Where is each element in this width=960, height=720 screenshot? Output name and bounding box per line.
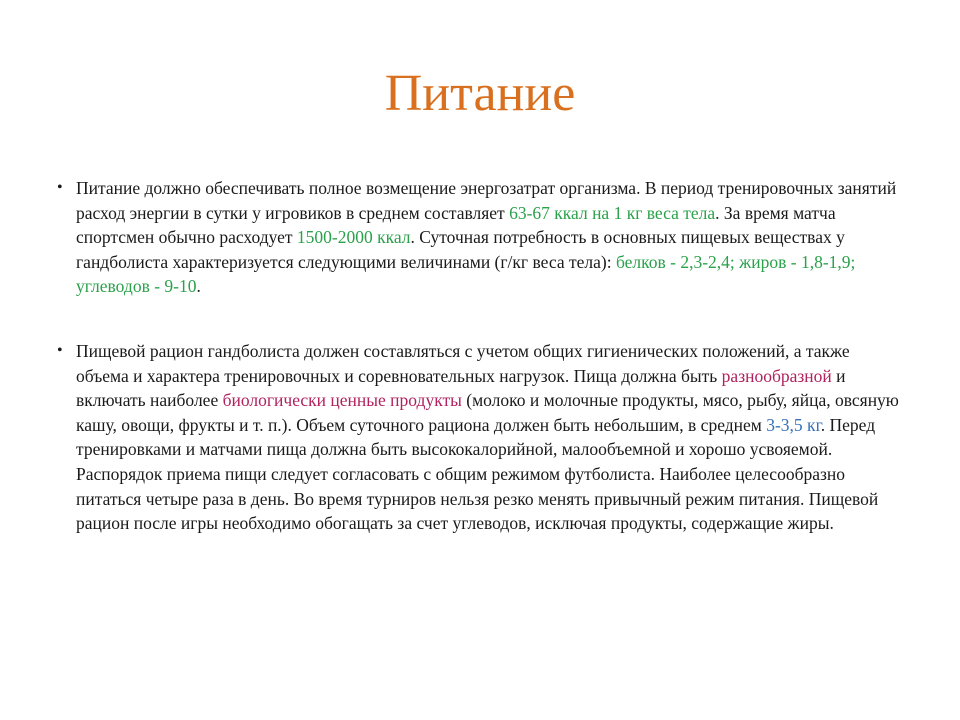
highlight-daily-volume: 3-3,5 кг <box>766 414 821 435</box>
bullet-diet-composition <box>56 339 902 536</box>
text-segment: (молоко и молочные продукты, мясо, рыбу, яйца, овсяную кашу, овощи, фрукты и т. п.). Объем суточного рациона должен быть небольшим, в среднем <box>76 390 899 435</box>
text-segment: Питание должно обеспечивать полное возмещение энергозатрат организма. В период тренировочных занятий расход энергии в сутки у игровиков в среднем составляет <box>76 178 897 223</box>
bullet-list <box>56 176 902 536</box>
highlight-kcal-per-kg: 63-67 ккал на 1 кг веса тела <box>509 202 716 223</box>
bullet-energy-requirements <box>56 176 902 299</box>
bullet-marker: • <box>57 341 63 359</box>
text-segment: . Суточная потребность в основных пищевых веществах у гандболиста характеризуется следующими величинами (г/кг веса тела): <box>76 227 845 272</box>
highlight-match-kcal: 1500-2000 ккал <box>296 227 411 248</box>
text-segment: . Перед тренировками и матчами пища должна быть высококалорийной, малообъемной и хорошо усвояемой. Распорядок приема пищи следует согласовать с общим режимом футболиста. Наиболее целесообразно питаться четыре раза в день. Во время турниров нельзя резко менять привычный режим питания. Пищевой рацион после игры необходимо обогащать за счет углеводов, исключая продукты, содержащие жиры. <box>76 414 879 534</box>
highlight-varied: разнообразной <box>721 365 832 386</box>
text-segment: Пищевой рацион гандболиста должен составляться с учетом общих гигиенических положений, а также объема и характера тренировочных и соревновательных нагрузок. Пища должна быть <box>76 340 850 386</box>
slide-title: Питание <box>384 65 576 122</box>
highlight-nutrients: белков - 2,3-2,4; жиров - 1,8-1,9; углеводов - 9-10 <box>76 251 856 297</box>
bullet-marker: • <box>57 179 63 196</box>
highlight-valuable-products: биологически ценные продукты <box>222 390 462 411</box>
text-segment: . <box>196 276 201 297</box>
text-segment: . За время матча спортсмен обычно расходует <box>76 202 836 248</box>
text-segment: и включать наиболее <box>76 365 846 411</box>
